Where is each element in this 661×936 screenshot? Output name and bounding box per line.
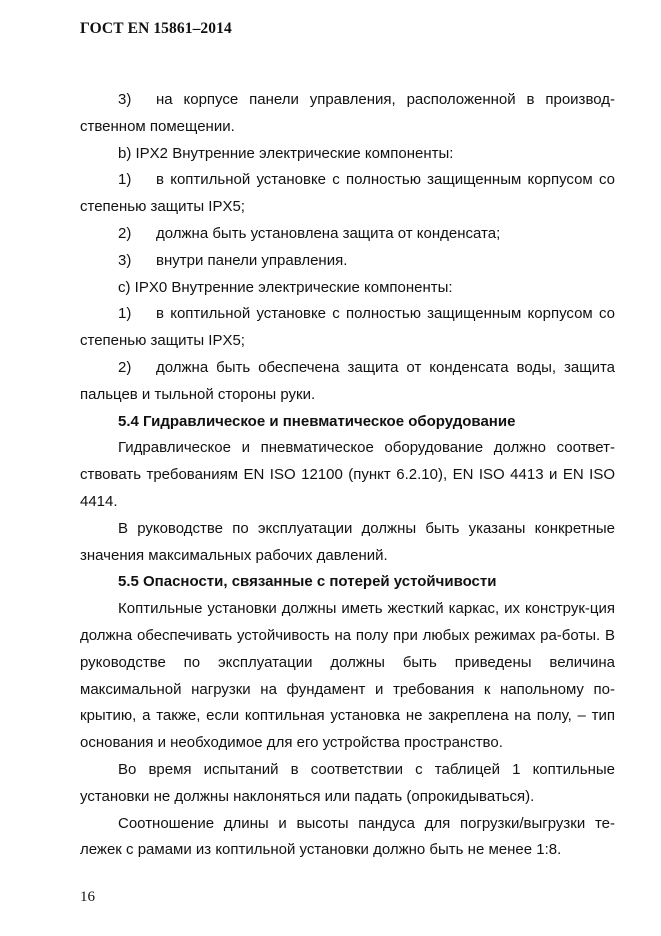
list-item [80, 248, 615, 275]
list-item [80, 167, 615, 221]
document-header: ГОСТ EN 15861–2014 [80, 20, 232, 37]
list-item [80, 221, 615, 248]
section-heading-5-5: 5.5 Опасности, связанные с потерей устойчивости [118, 573, 497, 591]
page-number: 16 [80, 889, 95, 905]
paragraph: В руководстве по эксплуатации должны быть указаны конкретные значения максимальных рабочих давлений. [80, 519, 615, 564]
list-item-number: 1) [118, 171, 132, 189]
paragraph: Коптильные установки должны иметь жесткий каркас, их конструк-ция должна обеспечивать устойчивость на полу при любых режимах ра-боты. В руководстве по эксплуатации должны быть приведены величина максимальной нагрузки на фундамент и требования к напольному по-крытию, а также, если коптильная установка не закреплена на полу, – тип основания и необходимое для его устройства пространство. [80, 600, 615, 752]
list-item-text: должна быть обеспечена защита от конденсата воды, защита пальцев и тыльной стороны руки. [80, 358, 615, 403]
subsection-intro-b: b) IPX2 Внутренние электрические компоненты: [118, 144, 454, 162]
list-item [80, 355, 615, 409]
paragraph: Соотношение длины и высоты пандуса для погрузки/выгрузки те-лежек с рамами из коптильной установки должно быть не менее 1:8. [80, 814, 615, 859]
list-item [80, 301, 615, 355]
list-item-number: 3) [118, 91, 132, 108]
list-item-number: 2) [118, 224, 132, 242]
list-item-text: внутри панели управления. [156, 251, 348, 269]
document-body [80, 87, 615, 864]
section-heading-5-4: 5.4 Гидравлическое и пневматическое оборудование [118, 412, 516, 430]
paragraph: Гидравлическое и пневматическое оборудование должно соответ-ствовать требованиям EN ISO 12100 (пункт 6.2.10), EN ISO 4413 и EN ISO 4414. [80, 439, 615, 510]
list-item-text: на корпусе панели управления, расположенной в производ-ственном помещении. [80, 91, 615, 135]
list-item [80, 87, 615, 141]
list-item-number: 3) [118, 251, 132, 269]
list-item-text: должна быть установлена защита от конденсата; [156, 224, 501, 242]
subsection-intro-c: c) IPX0 Внутренние электрические компоненты: [118, 278, 453, 296]
list-item-number: 2) [118, 358, 132, 376]
paragraph: Во время испытаний в соответствии с таблицей 1 коптильные установки не должны наклоняться или падать (опрокидываться). [80, 760, 615, 805]
list-item-text: в коптильной установке с полностью защищенным корпусом со степенью защиты IPX5; [80, 305, 615, 350]
list-item-text: в коптильной установке с полностью защищенным корпусом со степенью защиты IPX5; [80, 171, 615, 216]
list-item-number: 1) [118, 305, 132, 323]
